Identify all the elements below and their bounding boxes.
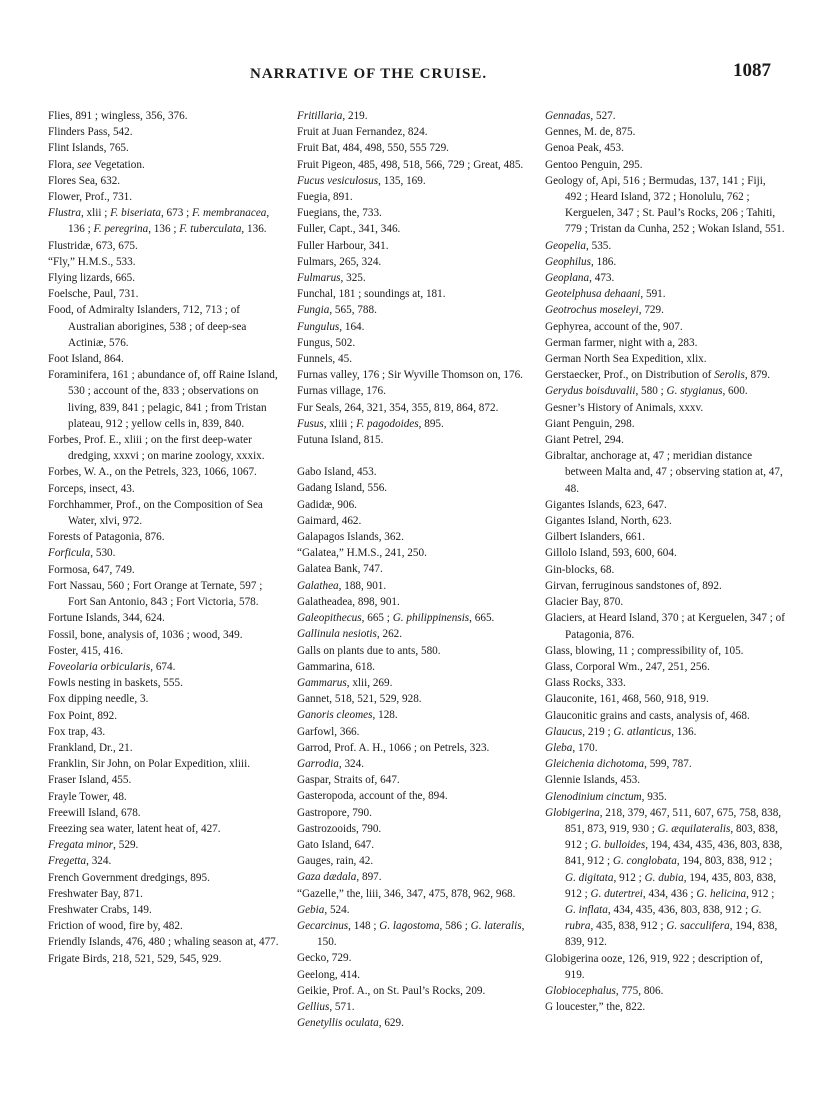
- index-entry: Flora, see Vegetation.: [48, 158, 145, 171]
- index-entry: Gebia, 524.: [297, 903, 350, 916]
- index-entry: Geotelphusa dehaani, 591.: [545, 288, 666, 301]
- index-entry: Fuller Harbour, 341.: [297, 239, 389, 252]
- index-entry: Gigantes Islands, 623, 647.: [545, 498, 667, 511]
- index-entry: Fulmarus, 325.: [297, 272, 366, 285]
- index-entry: Gastropore, 790.: [297, 806, 372, 819]
- index-entry: Fulmars, 265, 324.: [297, 255, 382, 268]
- index-entry: Fox Point, 892.: [48, 709, 118, 722]
- index-entry: Geology of, Api, 516 ; Bermudas, 137, 141 ; Fiji, 492 ; Heard Island, 372 ; Honolulu, 762 ; Kerguelen, 347 ; St. Paul’s Rocks, 206 ; Tahiti, 779 ; Tristan da Cunha, 252 ; Wokan Island, 551.: [545, 174, 785, 236]
- index-entry: Giant Petrel, 294.: [545, 434, 624, 447]
- index-entry: Friction of wood, fire by, 482.: [48, 920, 183, 933]
- index-entry: Freshwater Bay, 871.: [48, 887, 143, 900]
- index-entry: Foraminifera, 161 ; abundance of, off Raine Island, 530 ; account of the, 833 ; observations on living, 839, 841 ; pelagic, 841 ; from Tristan plateau, 912 ; yellow cells in, 839, 840.: [48, 369, 278, 430]
- index-entry: Glass, Corporal Wm., 247, 251, 256.: [545, 660, 710, 673]
- index-entry: Fox trap, 43.: [48, 725, 106, 738]
- index-entry: Forficula, 530.: [48, 547, 116, 560]
- index-entry: Gammarina, 618.: [297, 660, 375, 673]
- index-entry: “Galatea,” H.M.S., 241, 250.: [297, 547, 427, 560]
- index-entry: Ganoris cleomes, 128.: [297, 709, 398, 722]
- index-entry: Genetyllis oculata, 629.: [297, 1017, 404, 1030]
- index-entry: Flinders Pass, 542.: [48, 126, 133, 139]
- index-entry: Galapagos Islands, 362.: [297, 531, 404, 544]
- index-entry: Fuller, Capt., 341, 346.: [297, 223, 401, 236]
- index-entry: French Government dredgings, 895.: [48, 871, 210, 884]
- index-entry: Flores Sea, 632.: [48, 174, 121, 187]
- index-entry: Gaza dædala, 897.: [297, 871, 382, 884]
- index-entry: Freewill Island, 678.: [48, 806, 141, 819]
- index-entry: Frayle Tower, 48.: [48, 790, 127, 803]
- index-entry: Gecko, 729.: [297, 952, 352, 965]
- index-entry: Genoa Peak, 453.: [545, 142, 624, 155]
- index-entry: Formosa, 647, 749.: [48, 563, 135, 576]
- index-entry: Galathea, 188, 901.: [297, 579, 387, 592]
- index-entry: Funnels, 45.: [297, 353, 353, 366]
- index-entry: Foveolaria orbicularis, 674.: [48, 660, 176, 673]
- index-entry: Gabo Island, 453.: [297, 466, 377, 479]
- index-entry: Gilbert Islanders, 661.: [545, 531, 646, 544]
- index-entry: Glenodinium cinctum, 935.: [545, 790, 667, 803]
- index-entry: Furnas valley, 176 ; Sir Wyville Thomson on, 176.: [297, 369, 523, 382]
- index-entry: Gerstaecker, Prof., on Distribution of Serolis, 879.: [545, 369, 771, 382]
- index-entry: Globiocephalus, 775, 806.: [545, 984, 664, 997]
- index-entry: Friendly Islands, 476, 480 ; whaling season at, 477.: [48, 936, 279, 949]
- index-entry: Fucus vesiculosus, 135, 169.: [297, 174, 426, 187]
- index-entry: Fruit Bat, 484, 498, 550, 555 729.: [297, 142, 449, 155]
- index-entry: Fuegia, 891.: [297, 191, 353, 204]
- index-entry: Frigate Birds, 218, 521, 529, 545, 929.: [48, 952, 222, 965]
- index-entry: Gillolo Island, 593, 600, 604.: [545, 547, 677, 560]
- index-entry: Glaucus, 219 ; G. atlanticus, 136.: [545, 725, 697, 738]
- index-entry: Furnas village, 176.: [297, 385, 386, 398]
- index-entry: Gannet, 518, 521, 529, 928.: [297, 693, 422, 706]
- index-entry: Forests of Patagonia, 876.: [48, 531, 165, 544]
- index-entry: Funchal, 181 ; soundings at, 181.: [297, 288, 446, 301]
- index-entry: Fuegians, the, 733.: [297, 207, 382, 220]
- index-entry: Globigerina ooze, 126, 919, 922 ; description of, 919.: [545, 952, 763, 981]
- index-entry: Fox dipping needle, 3.: [48, 693, 149, 706]
- index-entry: Flint Islands, 765.: [48, 142, 129, 155]
- index-entry: Foster, 415, 416.: [48, 644, 124, 657]
- index-entry: Flustra, xlii ; F. biseriata, 673 ; F. membranacea, 136 ; F. peregrina, 136 ; F. tuberculata, 136.: [48, 207, 270, 236]
- index-entry: “Fly,” H.M.S., 533.: [48, 255, 136, 268]
- index-entry: Glauconitic grains and casts, analysis of, 468.: [545, 709, 750, 722]
- index-entry: Fossil, bone, analysis of, 1036 ; wood, 349.: [48, 628, 243, 641]
- index-entry: Galls on plants due to ants, 580.: [297, 644, 441, 657]
- index-entry: Fregata minor, 529.: [48, 839, 139, 852]
- index-entry: Foot Island, 864.: [48, 353, 124, 366]
- index-entry: Glaciers, at Heard Island, 370 ; at Kerguelen, 347 ; of Patagonia, 876.: [545, 612, 785, 641]
- index-column-middle: [297, 108, 533, 1031]
- index-entry: G loucester,” the, 822.: [545, 1001, 646, 1014]
- index-entry: Food, of Admiralty Islanders, 712, 713 ; of Australian aborigines, 538 ; of deep-sea Actiniæ, 576.: [48, 304, 247, 349]
- index-entry: Fur Seals, 264, 321, 354, 355, 819, 864, 872.: [297, 401, 499, 414]
- index-entry: Glauconite, 161, 468, 560, 918, 919.: [545, 693, 709, 706]
- index-entry: Fungulus, 164.: [297, 320, 365, 333]
- index-entry: Fritillaria, 219.: [297, 110, 368, 122]
- index-entry: Fungia, 565, 788.: [297, 304, 377, 317]
- index-entry: Gennes, M. de, 875.: [545, 126, 636, 139]
- index-entry: Geoplana, 473.: [545, 272, 615, 285]
- index-entry: Fruit at Juan Fernandez, 824.: [297, 126, 428, 139]
- index-entry: Frankland, Dr., 21.: [48, 741, 133, 754]
- index-entry: Glacier Bay, 870.: [545, 596, 624, 609]
- index-entry: Garfowl, 366.: [297, 725, 360, 738]
- index-entry: Futuna Island, 815.: [297, 434, 384, 447]
- index-entry: Fruit Pigeon, 485, 498, 518, 566, 729 ; Great, 485.: [297, 158, 524, 171]
- page-number: 1087: [733, 60, 771, 81]
- index-entry: Gato Island, 647.: [297, 838, 375, 851]
- index-entry: German North Sea Expedition, xlix.: [545, 353, 707, 366]
- index-entry: Gennadas, 527.: [545, 110, 616, 122]
- index-entry: Fowls nesting in baskets, 555.: [48, 677, 183, 690]
- index-entry: Foelsche, Paul, 731.: [48, 288, 139, 301]
- index-entry: Freshwater Crabs, 149.: [48, 903, 152, 916]
- index-entry: Gaimard, 462.: [297, 514, 362, 527]
- index-entry: Gibraltar, anchorage at, 47 ; meridian distance between Malta and, 47 ; observing station at, 47, 48.: [545, 450, 783, 495]
- index-entry: Flustridæ, 673, 675.: [48, 239, 138, 252]
- index-entry: Gleba, 170.: [545, 741, 598, 754]
- index-entry: Glass, blowing, 11 ; compressibility of, 105.: [545, 644, 744, 657]
- index-entry: Gecarcinus, 148 ; G. lagostoma, 586 ; G. lateralis, 150.: [297, 919, 525, 949]
- index-entry: Galatea Bank, 747.: [297, 563, 383, 576]
- index-entry: Gallinula nesiotis, 262.: [297, 628, 403, 641]
- index-entry: Gaspar, Straits of, 647.: [297, 774, 400, 787]
- index-entry: Gesner’s History of Animals, xxxv.: [545, 401, 704, 414]
- index-entry: Geopelia, 535.: [545, 239, 612, 252]
- index-entry: Gephyrea, account of the, 907.: [545, 320, 683, 333]
- index-entry: Forbes, W. A., on the Petrels, 323, 1066, 1067.: [48, 466, 257, 479]
- index-entry: Giant Penguin, 298.: [545, 417, 635, 430]
- index-entry: Geelong, 414.: [297, 968, 361, 981]
- index-entry: Gin-blocks, 68.: [545, 563, 615, 576]
- index-entry: Gauges, rain, 42.: [297, 855, 374, 868]
- index-entry: Geikie, Prof. A., on St. Paul’s Rocks, 209.: [297, 984, 486, 997]
- index-entry: Globigerina, 218, 379, 467, 511, 607, 675, 758, 838, 851, 873, 919, 930 ; G. æquilateralis, 803, 838, 912 ; G. bulloides, 194, 434, 435, 436, 803, 838, 841, 912 ; G. conglobata, 194, 803, 838, 912 ; G. digitata, 912 ; G. dubia, 194, 435, 803, 838, 912 ; G. dutertrei, 434, 436 ; G. helicina, 912 ; G. inflata, 434, 435, 436, 803, 838, 912 ; G. rubra, 435, 838, 912 ; G. sacculifera, 194, 838, 839, 912.: [545, 806, 783, 949]
- index-entry: Gerydus boisduvalii, 580 ; G. stygianus, 600.: [545, 385, 748, 398]
- index-entry: “Gazelle,” the, liii, 346, 347, 475, 878, 962, 968.: [297, 887, 516, 900]
- index-entry: Forchhammer, Prof., on the Composition of Sea Water, xlvi, 972.: [48, 498, 263, 528]
- index-entry: Gadidæ, 906.: [297, 498, 357, 511]
- index-entry: Franklin, Sir John, on Polar Expedition, xliii.: [48, 758, 250, 771]
- index-entry: Gellius, 571.: [297, 1000, 355, 1013]
- index-entry: Gastrozooids, 790.: [297, 822, 382, 835]
- index-entry: Glennie Islands, 453.: [545, 774, 641, 787]
- index-entry: Forceps, insect, 43.: [48, 482, 135, 495]
- index-entry: Geophilus, 186.: [545, 255, 617, 268]
- index-entry: Flies, 891 ; wingless, 356, 376.: [48, 110, 188, 122]
- index-entry: Galatheadea, 898, 901.: [297, 595, 400, 608]
- index-entry: Gigantes Island, North, 623.: [545, 515, 672, 528]
- index-entry: Gasteropoda, account of the, 894.: [297, 790, 448, 803]
- index-entry: Freezing sea water, latent heat of, 427.: [48, 822, 221, 835]
- index-entry: Gadang Island, 556.: [297, 482, 388, 495]
- index-entry: Forbes, Prof. E., xliii ; on the first deep-water dredging, xxxvi ; on marine zoology, xxxix.: [48, 434, 265, 463]
- index-entry: Gentoo Penguin, 295.: [545, 158, 643, 171]
- index-column-left: [48, 108, 283, 967]
- index-entry: Fusus, xliii ; F. pagodoides, 895.: [297, 417, 444, 430]
- index-entry: Flying lizards, 665.: [48, 272, 136, 285]
- index-entry: Gammarus, xlii, 269.: [297, 676, 393, 689]
- index-entry: Galeopithecus, 665 ; G. philippinensis, 665.: [297, 612, 495, 625]
- page-title: NARRATIVE OF THE CRUISE.: [250, 66, 488, 82]
- index-entry: Geotrochus moseleyi, 729.: [545, 304, 664, 317]
- index-entry: Garrodia, 324.: [297, 757, 365, 770]
- index-entry: Gleichenia dichotoma, 599, 787.: [545, 758, 692, 771]
- index-entry: Fort Nassau, 560 ; Fort Orange at Ternate, 597 ; Fort San Antonio, 843 ; Fort Victoria, 578.: [48, 579, 263, 609]
- index-entry: Fortune Islands, 344, 624.: [48, 612, 165, 625]
- index-entry: Girvan, ferruginous sandstones of, 892.: [545, 579, 722, 592]
- index-column-right: [545, 108, 785, 1015]
- index-entry: Fraser Island, 455.: [48, 774, 132, 787]
- index-entry: Fregetta, 324.: [48, 855, 112, 868]
- index-entry: German farmer, night with a, 283.: [545, 336, 698, 349]
- index-entry: Glass Rocks, 333.: [545, 677, 626, 690]
- index-entry: Garrod, Prof. A. H., 1066 ; on Petrels, 323.: [297, 741, 490, 754]
- index-entry: Flower, Prof., 731.: [48, 191, 133, 204]
- index-entry: Fungus, 502.: [297, 336, 356, 349]
